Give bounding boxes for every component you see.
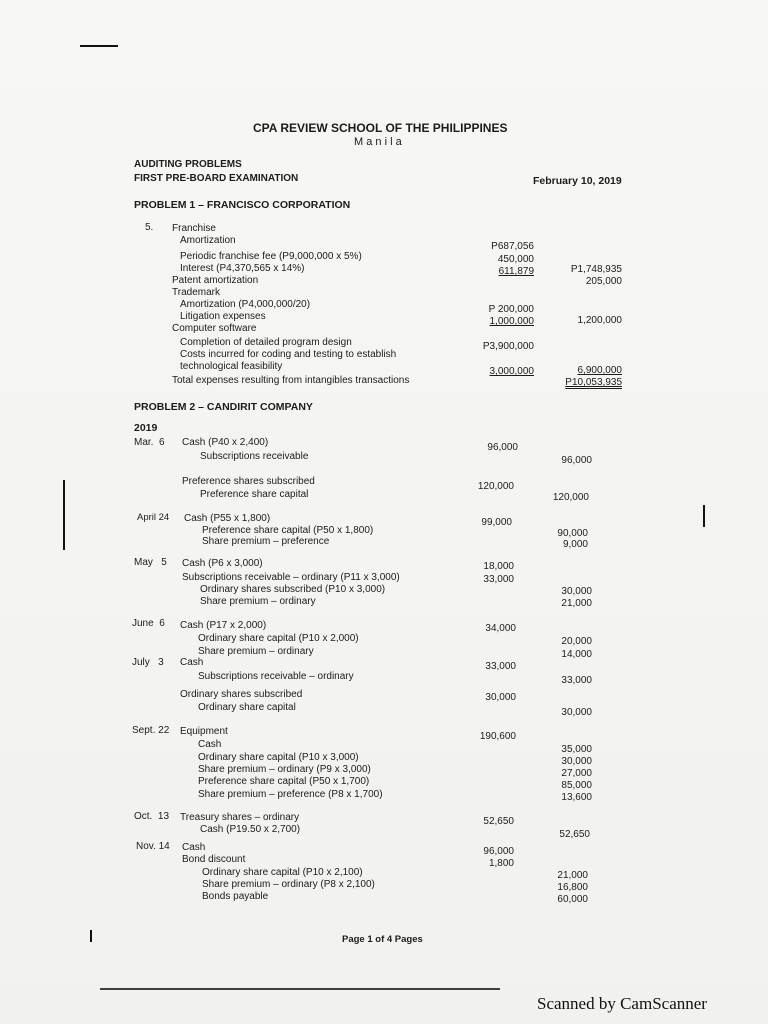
entry-credit-amount: 21,000: [557, 870, 588, 881]
entry-credit: Bonds payable: [202, 891, 269, 902]
entry-credit: Ordinary share capital: [198, 702, 296, 713]
entry-credit: Cash: [198, 739, 222, 750]
entry-credit-amount: 20,000: [561, 636, 592, 647]
entry-date: June 6: [132, 618, 165, 629]
p1-label: Litigation expenses: [180, 311, 266, 322]
city-subtitle: M a n i l a: [354, 136, 402, 148]
p1-label: Interest (P4,370,565 x 14%): [180, 263, 305, 274]
entry-debit-amount: 96,000: [487, 442, 518, 453]
entry-debit: Cash (P6 x 3,000): [182, 558, 263, 569]
entry-debit: Equipment: [180, 726, 228, 737]
p1-amount-col2: P1,748,935: [570, 264, 622, 275]
entry-credit-amount: 13,600: [561, 792, 592, 803]
entry-credit-amount: 35,000: [561, 744, 592, 755]
problem2-year: 2019: [134, 422, 158, 434]
p1-label: Amortization (P4,000,000/20): [180, 299, 311, 310]
exam-label: FIRST PRE-BOARD EXAMINATION: [134, 173, 299, 184]
entry-credit: Subscriptions receivable – ordinary: [198, 671, 354, 682]
p1-amount-col2: 6,900,000: [577, 365, 622, 376]
entry-credit: Ordinary shares subscribed (P10 x 3,000): [200, 584, 386, 595]
entry-credit-amount: 33,000: [561, 675, 592, 686]
entry-date: April 24: [137, 512, 170, 523]
entry-credit-amount: 90,000: [557, 528, 588, 539]
entry-credit-amount: 30,000: [561, 756, 592, 767]
entry-debit: Ordinary shares subscribed: [180, 689, 303, 700]
entry-debit-amount: 52,650: [483, 816, 514, 827]
entry-date: Mar. 6: [134, 437, 165, 448]
p1-amount-col2: 205,000: [585, 276, 622, 287]
entry-debit-amount: 30,000: [485, 692, 516, 703]
entry-credit-amount: 120,000: [552, 492, 589, 503]
entry-debit: Cash (P55 x 1,800): [184, 513, 271, 524]
entry-credit: Share premium – ordinary: [200, 596, 316, 607]
p1-label: Franchise: [172, 223, 216, 234]
p1-amount-col1: 611,879: [498, 266, 534, 277]
entry-credit-amount: 16,800: [557, 882, 588, 893]
entry-debit: Cash: [180, 657, 204, 668]
entry-debit-amount: 18,000: [483, 561, 514, 572]
entry-credit: Subscriptions receivable: [200, 451, 309, 462]
p1-total-amount: P10,053,935: [565, 377, 622, 388]
entry-credit: Ordinary share capital (P10 x 2,100): [202, 867, 363, 878]
entry-credit-amount: 96,000: [561, 455, 592, 466]
p1-amount-col2: 1,200,000: [577, 315, 622, 326]
entry-credit-amount: 30,000: [561, 707, 592, 718]
entry-credit: Preference share capital: [200, 489, 309, 500]
scanner-watermark: Scanned by CamScanner: [537, 994, 707, 1013]
entry-date: May 5: [134, 557, 167, 568]
p1-amount-col1: 450,000: [497, 254, 534, 265]
entry-credit-amount: 30,000: [561, 586, 592, 597]
p1-label: Computer software: [172, 323, 257, 334]
problem1-number: 5.: [145, 222, 154, 233]
entry-credit-amount: 14,000: [561, 649, 592, 660]
entry-debit2-amount: 1,800: [488, 858, 514, 869]
entry-credit-amount: 9,000: [562, 539, 588, 550]
entry-debit: Cash (P17 x 2,000): [180, 620, 267, 631]
entry-credit: Share premium – ordinary (P9 x 3,000): [198, 764, 371, 775]
entry-credit: Share premium – ordinary (P8 x 2,100): [202, 879, 375, 890]
subject-label: AUDITING PROBLEMS: [134, 159, 242, 170]
scan-mark-bottom-edge: [100, 988, 500, 990]
scan-mark-bottom-left: [90, 930, 92, 942]
entry-debit: Cash (P40 x 2,400): [182, 437, 269, 448]
p1-label: Amortization: [180, 235, 236, 246]
entry-debit: Cash: [182, 842, 206, 853]
p1-label: Patent amortization: [172, 275, 259, 286]
p1-amount-col1: P3,900,000: [482, 341, 534, 352]
entry-credit-amount: 52,650: [559, 829, 590, 840]
entry-credit: Share premium – preference: [202, 536, 330, 547]
entry-credit-amount: 60,000: [557, 894, 588, 905]
entry-debit-amount: 33,000: [485, 661, 516, 672]
problem2-title: PROBLEM 2 – CANDIRIT COMPANY: [134, 401, 313, 413]
entry-date: Nov. 14: [136, 841, 170, 852]
scan-mark-left-edge: [63, 480, 65, 550]
p1-amount-col1: 1,000,000: [489, 316, 534, 327]
entry-debit-2: Subscriptions receivable – ordinary (P11 x 3,000): [182, 572, 400, 583]
entry-debit-amount: 190,600: [479, 731, 516, 742]
entry-credit: Share premium – ordinary: [198, 646, 314, 657]
entry-credit: Preference share capital (P50 x 1,700): [198, 776, 370, 787]
scan-mark-right-edge: [703, 505, 705, 527]
p1-label: Trademark: [172, 287, 220, 298]
entry-credit: Cash (P19.50 x 2,700): [200, 824, 301, 835]
p1-amount-col1: 3,000,000: [489, 366, 534, 377]
entry-date: July 3: [132, 657, 164, 668]
problem1-title: PROBLEM 1 – FRANCISCO CORPORATION: [134, 199, 351, 211]
exam-date: February 10, 2019: [533, 175, 622, 187]
entry-debit: Preference shares subscribed: [182, 476, 315, 487]
entry-credit-amount: 21,000: [561, 598, 592, 609]
entry-debit: Treasury shares – ordinary: [180, 812, 300, 823]
p1-label: Periodic franchise fee (P9,000,000 x 5%): [180, 251, 362, 262]
entry-credit: Ordinary share capital (P10 x 2,000): [198, 633, 359, 644]
p1-label: Completion of detailed program design: [180, 337, 352, 348]
entry-debit-amount: 96,000: [483, 846, 514, 857]
entry-debit-amount: 120,000: [477, 481, 514, 492]
entry-date: Sept. 22: [132, 725, 170, 736]
entry-credit: Share premium – preference (P8 x 1,700): [198, 789, 383, 800]
entry-credit: Ordinary share capital (P10 x 3,000): [198, 752, 359, 763]
entry-debit-amount: 99,000: [481, 517, 512, 528]
entry-debit2-amount: 33,000: [483, 574, 514, 585]
page-number: Page 1 of 4 Pages: [342, 934, 423, 945]
scan-mark-top-left: [80, 45, 118, 47]
entry-debit-2: Bond discount: [182, 854, 246, 865]
p1-label: technological feasibility: [180, 361, 283, 372]
entry-date: Oct. 13: [134, 811, 170, 822]
entry-debit-amount: 34,000: [485, 623, 516, 634]
p1-label: Costs incurred for coding and testing to establish: [180, 349, 397, 360]
entry-credit: Preference share capital (P50 x 1,800): [202, 525, 374, 536]
p1-total-label: Total expenses resulting from intangibles transactions: [172, 375, 410, 386]
p1-amount-col1: P 200,000: [488, 304, 534, 315]
p1-amount-col1: P687,056: [491, 241, 534, 252]
school-title: CPA REVIEW SCHOOL OF THE PHILIPPINES: [253, 121, 508, 135]
entry-credit-amount: 27,000: [561, 768, 592, 779]
entry-credit-amount: 85,000: [561, 780, 592, 791]
